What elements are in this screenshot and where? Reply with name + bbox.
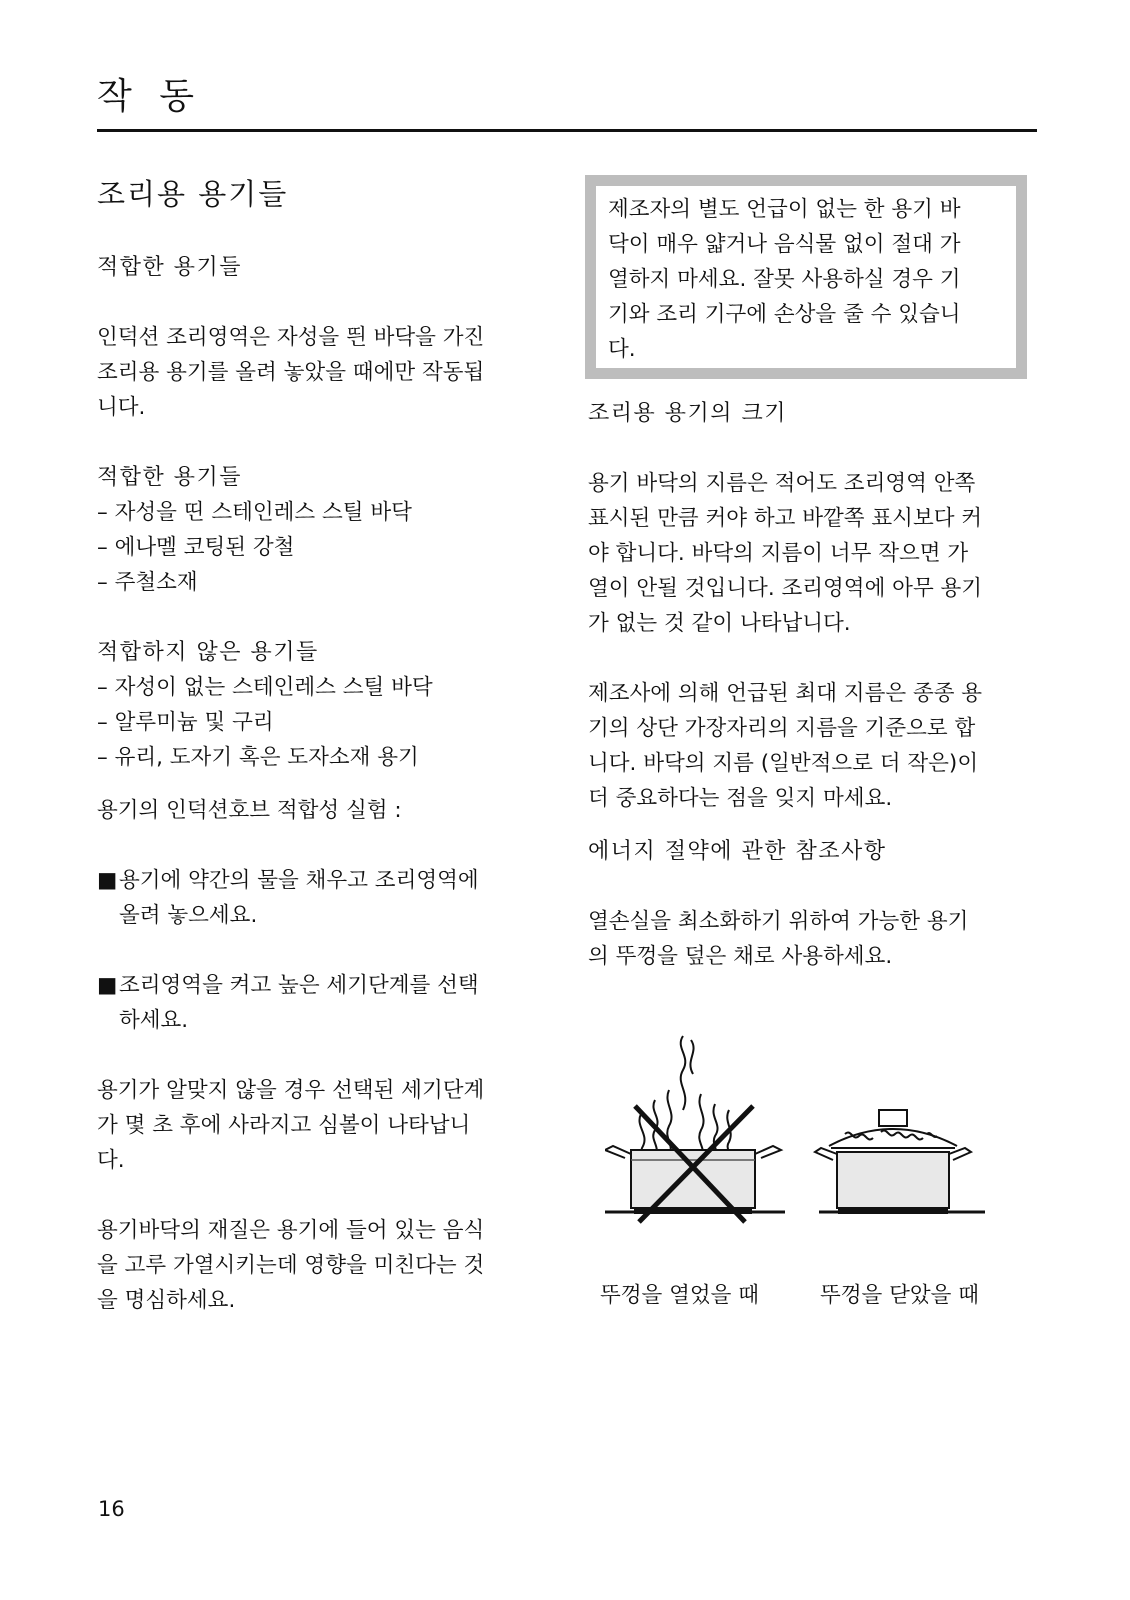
intro-line-2: 조리용 용기를 올려 놓았을 때에만 작동됩 <box>97 360 485 385</box>
unsuitable-item: – 유리, 도자기 혹은 도자소재 용기 <box>97 745 419 770</box>
suitable-item: – 에나멜 코팅된 강철 <box>97 535 295 560</box>
unsuitable-title: 적합하지 않은 용기들 <box>97 640 319 665</box>
material-line-3: 을 명심하세요. <box>97 1288 236 1313</box>
open-pot-icon <box>605 1036 785 1222</box>
pot-lid-illustration <box>605 1030 1025 1245</box>
material-line-2: 을 고루 가열시키는데 영향을 미친다는 것 <box>97 1253 485 1278</box>
size-title: 조리용 용기의 크기 <box>588 401 788 426</box>
warning-line: 기와 조리 기구에 손상을 줄 수 있습니 <box>608 302 961 327</box>
page-title: 작 동 <box>97 76 202 117</box>
intro-line-1: 인덕션 조리영역은 자성을 띈 바닥을 가진 <box>97 325 485 350</box>
result-line-2: 가 몇 초 후에 사라지고 심볼이 나타납니 <box>97 1113 471 1138</box>
test-step-2-line-1: 조리영역을 켜고 높은 세기단계를 선택 <box>119 973 479 998</box>
size-para2-line: 제조사에 의해 언급된 최대 지름은 종종 용 <box>588 681 983 706</box>
test-step-1-line-2: 올려 놓으세요. <box>119 903 258 928</box>
suitable-item: – 주철소재 <box>97 570 198 595</box>
intro-line-3: 니다. <box>97 395 146 420</box>
energy-line: 의 뚜껑을 덮은 채로 사용하세요. <box>588 944 893 969</box>
size-para1-line: 용기 바닥의 지름은 적어도 조리영역 안쪽 <box>588 471 976 496</box>
result-line-3: 다. <box>97 1148 125 1173</box>
page-number: 16 <box>98 1497 125 1521</box>
unsuitable-item: – 알루미늄 및 구리 <box>97 710 274 735</box>
left-column <box>97 172 552 1318</box>
size-para2-line: 니다. 바닥의 지름 (일반적으로 더 작은)이 <box>588 751 979 776</box>
caption-closed-lid: 뚜껑을 닫았을 때 <box>820 1283 980 1308</box>
size-para1-line: 야 합니다. 바닥의 지름이 너무 작으면 가 <box>588 541 969 566</box>
test-step-1 <box>97 863 552 933</box>
caption-open-lid: 뚜껑을 열었을 때 <box>600 1283 760 1308</box>
test-title: 용기의 인덕션호브 적합성 실험 : <box>97 798 402 823</box>
test-step-1-line-1: 용기에 약간의 물을 채우고 조리영역에 <box>119 868 479 893</box>
size-para1-line: 열이 안될 것입니다. 조리영역에 아무 용기 <box>588 576 983 601</box>
bullet-square-icon: ■ <box>97 868 118 893</box>
size-para2-line: 기의 상단 가장자리의 지름을 기준으로 합 <box>588 716 976 741</box>
subheading-suitable: 적합한 용기들 <box>97 255 243 280</box>
size-para2-line: 더 중요하다는 점을 잊지 마세요. <box>588 786 893 811</box>
title-rule <box>97 129 1037 132</box>
result-line-1: 용기가 알맞지 않을 경우 선택된 세기단계 <box>97 1078 485 1103</box>
warning-line: 다. <box>608 337 636 362</box>
unsuitable-item: – 자성이 없는 스테인레스 스틸 바닥 <box>97 675 433 700</box>
warning-line: 닥이 매우 얇거나 음식물 없이 절대 가 <box>608 232 961 257</box>
warning-line: 제조자의 별도 언급이 없는 한 용기 바 <box>608 197 961 222</box>
suitable-item: – 자성을 띤 스테인레스 스틸 바닥 <box>97 500 412 525</box>
size-para1-line: 표시된 만큼 커야 하고 바깥쪽 표시보다 커 <box>588 506 983 531</box>
material-line-1: 용기바닥의 재질은 용기에 들어 있는 음식 <box>97 1218 485 1243</box>
energy-line: 열손실을 최소화하기 위하여 가능한 용기 <box>588 909 969 934</box>
test-step-2-line-2: 하세요. <box>119 1008 189 1033</box>
energy-title: 에너지 절약에 관한 참조사항 <box>588 839 887 864</box>
warning-box <box>585 175 1027 379</box>
closed-pot-icon <box>815 1110 985 1213</box>
warning-line: 열하지 마세요. 잘못 사용하실 경우 기 <box>608 267 961 292</box>
test-step-2 <box>97 968 552 1038</box>
right-column <box>588 396 1038 974</box>
suitable-title: 적합한 용기들 <box>97 465 243 490</box>
section-heading-cookware: 조리용 용기들 <box>97 177 289 211</box>
size-para1-line: 가 없는 것 같이 나타납니다. <box>588 611 851 636</box>
bullet-square-icon: ■ <box>97 973 118 998</box>
